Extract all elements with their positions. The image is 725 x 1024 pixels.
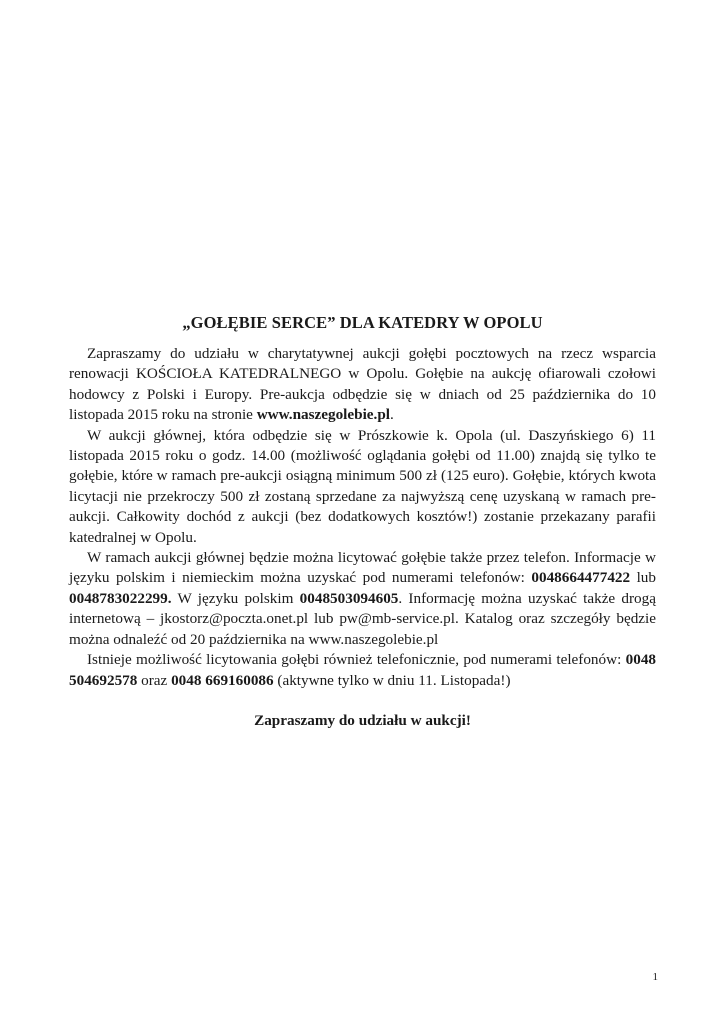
- phone-number: 0048 504692578: [69, 651, 656, 689]
- paragraph-text: .: [390, 406, 394, 424]
- paragraph-text: W aukcji głównej, która odbędzie się w Prószkowie k. Opola (ul. Daszyńskiego 6) 11 listopada 2015 roku o godz. 14.00 (możliwość oglądania gołębi od 11.00) znajdą się tylko te gołębie, które w ramach pre-aukcji osiągną minimum 500 zł (125 euro). Gołębie, których kwota licytacji nie przekroczy 500 zł zostaną sprzedane za najwyższą cenę uzyskaną w ramach pre-aukcji. Całkowity dochód z aukcji (bez dodatkowych kosztów!) zostanie przekazany parafii katedralnej w Opolu.: [69, 426, 656, 546]
- phone-number: 0048 669160086: [171, 671, 274, 689]
- paragraph-main-auction: [69, 426, 656, 548]
- phone-number: 0048503094605: [299, 589, 399, 607]
- paragraph-text: Zapraszamy do udziału w charytatywnej aukcji gołębi pocztowych na rzecz wsparcia renowacji KOŚCIOŁA KATEDRALNEGO w Opolu. Gołębie na aukcję ofiarowali czołowi hodowcy z Polski i Europy. Pre-aukcja odbędzie się w dniach od 25 października do 10 listopada 2015 roku na stronie: [69, 345, 656, 424]
- website-link: www.naszegolebie.pl: [256, 406, 391, 424]
- paragraph-text: oraz: [137, 671, 172, 689]
- paragraph-text: Istnieje możliwość licytowania gołębi również telefonicznie, pod numerami telefonów:: [87, 651, 626, 669]
- paragraph-text: W języku polskim: [171, 589, 300, 607]
- paragraph-text: (aktywne tylko w dniu 11. Listopada!): [273, 671, 511, 689]
- paragraph-phone-bidding: [69, 650, 656, 691]
- document-title: „GOŁĘBIE SERCE” DLA KATEDRY W OPOLU: [182, 313, 543, 332]
- phone-number: 0048783022299.: [69, 589, 172, 607]
- document-body: [69, 312, 656, 731]
- paragraph-text: lub: [630, 569, 656, 587]
- paragraph-text: . Informację można uzyskać także drogą internetową – jkostorz@poczta.onet.pl lub pw@mb-service.pl. Katalog oraz szczegóły będzie można odnaleźć od 20 października na www.naszegolebie.pl: [69, 589, 656, 648]
- paragraph-text: W ramach aukcji głównej będzie można licytować gołębie także przez telefon. Informacje w języku polskim i niemieckim można uzyskać pod numerami telefonów:: [69, 549, 656, 587]
- phone-number: 0048664477422: [531, 569, 631, 587]
- closing-invitation: Zapraszamy do udziału w aukcji!: [254, 711, 471, 729]
- paragraph-phone-info: [69, 548, 656, 650]
- page-number: 1: [652, 971, 658, 983]
- paragraph-preauction: [69, 344, 656, 426]
